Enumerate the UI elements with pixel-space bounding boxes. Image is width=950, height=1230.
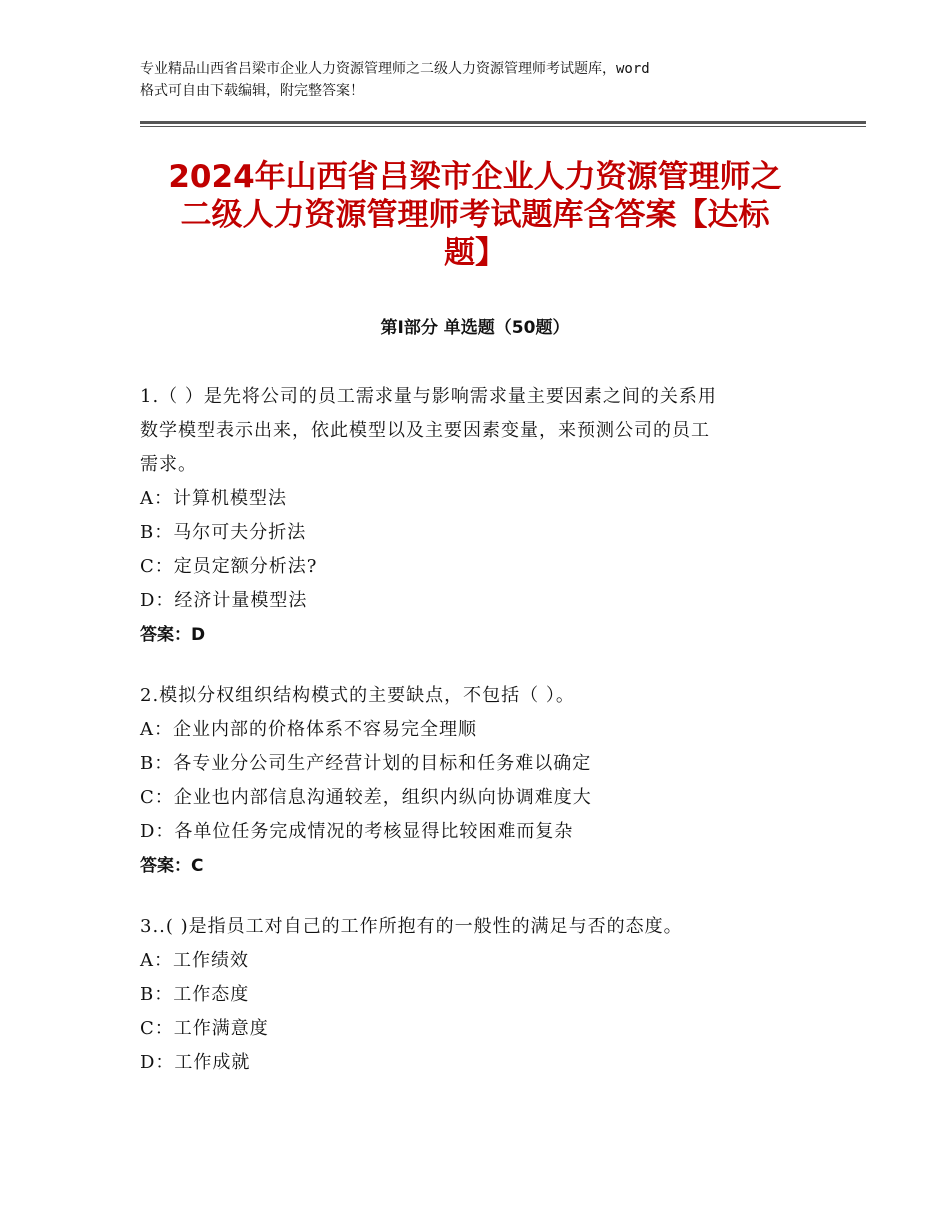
option-b: B：马尔可夫分折法: [140, 522, 307, 543]
question-2: [140, 679, 810, 883]
option-d: D：工作成就: [140, 1052, 251, 1073]
option-a: A：工作绩效: [140, 950, 249, 971]
question-stem-line: 2.模拟分权组织结构模式的主要缺点，不包括（ ）。: [140, 685, 575, 706]
question-list: [140, 380, 810, 1107]
option-d: D：经济计量模型法: [140, 590, 308, 611]
option-c: C：工作满意度: [140, 1018, 269, 1039]
question-stem-line: 需求。: [140, 454, 197, 475]
option-b: B：各专业分公司生产经营计划的目标和任务难以确定: [140, 753, 592, 774]
option-b: B：工作态度: [140, 984, 250, 1005]
section-title: 第Ⅰ部分 单选题（50题）: [380, 318, 570, 338]
question-stem-line: 3..( )是指员工对自己的工作所抱有的一般性的满足与否的态度。: [140, 916, 683, 937]
question-1: [140, 380, 810, 652]
header-note-line-1: 专业精品山西省吕梁市企业人力资源管理师之二级人力资源管理师考试题库，word: [140, 61, 650, 77]
question-stem-line: 1.（ ）是先将公司的员工需求量与影响需求量主要因素之间的关系用: [140, 386, 717, 407]
question-stem-line: 数学模型表示出来，依此模型以及主要因素变量，来预测公司的员工: [140, 420, 710, 441]
header-note-line-2: 格式可自由下载编辑，附完整答案！: [140, 83, 364, 99]
header-note: [140, 58, 820, 102]
question-3: [140, 910, 810, 1080]
option-c: C：企业也内部信息沟通较差，组织内纵向协调难度大: [140, 787, 592, 808]
option-a: A：企业内部的价格体系不容易完全理顺: [140, 719, 477, 740]
option-c: C：定员定额分析法?: [140, 556, 318, 577]
option-a: A：计算机模型法: [140, 488, 287, 509]
answer: 答案：D: [140, 625, 206, 645]
document-title-line-1: 2024年山西省吕梁市企业人力资源管理师之: [168, 159, 782, 195]
document-title-line-2: 二级人力资源管理师考试题库含答案【达标: [180, 197, 770, 233]
document-title-line-3: 题】: [444, 235, 506, 271]
header-divider-thin: [140, 126, 866, 127]
answer: 答案：C: [140, 856, 204, 876]
header-divider-thick: [140, 121, 866, 124]
document-title: [130, 158, 820, 272]
option-d: D：各单位任务完成情况的考核显得比较困难而复杂: [140, 821, 574, 842]
